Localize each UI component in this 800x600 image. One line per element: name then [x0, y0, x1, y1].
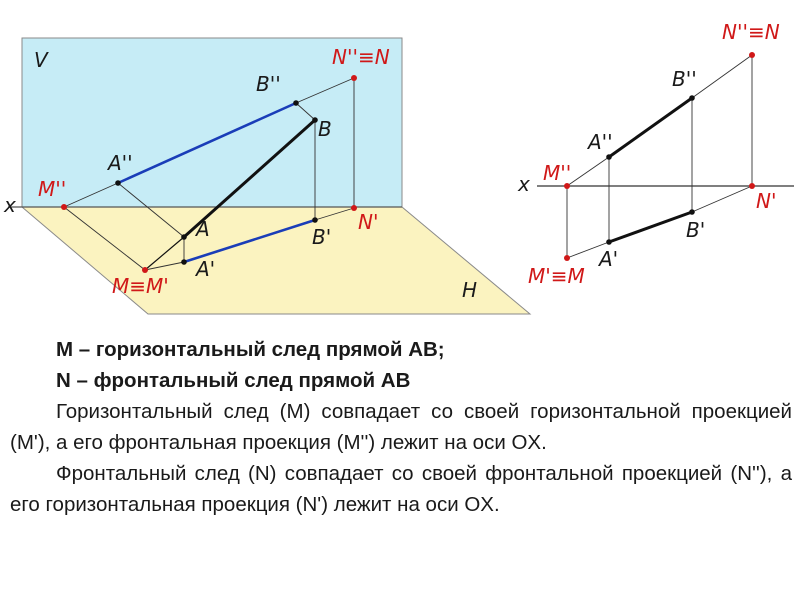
- point-b2: [293, 100, 299, 106]
- label-n2n: N''≡N: [332, 45, 390, 69]
- label-a2: A'': [108, 151, 133, 175]
- epure-point-n: [749, 52, 755, 58]
- label-plane-h: H: [462, 278, 478, 302]
- label-axis-x: x: [4, 193, 16, 217]
- horizontal-plane-h: [22, 207, 530, 314]
- label-mm1: M≡M': [112, 274, 169, 298]
- paragraph-horizontal-trace: Горизонтальный след (M) совпадает со своей горизонтальной проекцией (M'), а его фронтальная проекция (M'') лежит на оси OX.: [10, 400, 792, 454]
- epure-label-m1m: M'≡M: [528, 264, 585, 288]
- label-b2: B'': [256, 72, 281, 96]
- point-n1: [351, 205, 357, 211]
- label-n1: N': [358, 210, 379, 234]
- epure-a2b2: [609, 98, 692, 157]
- paragraph-frontal-trace: Фронтальный след (N) совпадает со своей фронтальной проекцией (N''), а его горизонтальная проекция (N') лежит на оси OX.: [10, 462, 792, 516]
- label-a1: A': [196, 257, 216, 281]
- explanation-text: [10, 334, 792, 520]
- epure-label-axis-x: x: [518, 172, 530, 196]
- point-m: [142, 267, 148, 273]
- label-m2: M'': [38, 177, 67, 201]
- point-n: [351, 75, 357, 81]
- label-plane-v: V: [34, 48, 48, 72]
- epure-label-n1: N': [756, 189, 777, 213]
- point-a2: [115, 180, 121, 186]
- point-m2: [61, 204, 67, 210]
- point-a1: [181, 259, 187, 265]
- definition-n: N – фронтальный след прямой AB: [56, 369, 411, 392]
- label-b1: B': [312, 225, 332, 249]
- epure-label-a1: A': [599, 247, 619, 271]
- epure-point-m: [564, 255, 570, 261]
- point-b: [312, 117, 318, 123]
- epure-label-m2: M'': [543, 161, 572, 185]
- epure-label-b1: B': [686, 218, 706, 242]
- epure-point-a1: [606, 239, 612, 245]
- epure-point-n1: [749, 183, 755, 189]
- epure: [537, 52, 794, 261]
- definition-m: M – горизонтальный след прямой AB;: [56, 338, 445, 361]
- epure-label-b2: B'': [672, 67, 697, 91]
- label-a: A: [196, 217, 210, 241]
- epure-point-b1: [689, 209, 695, 215]
- epure-point-b2: [689, 95, 695, 101]
- epure-a1b1: [609, 212, 692, 242]
- point-a: [181, 234, 187, 240]
- point-b1: [312, 217, 318, 223]
- epure-label-a2: A'': [588, 130, 613, 154]
- epure-label-n2n: N''≡N: [722, 20, 780, 44]
- label-b: B: [318, 117, 332, 141]
- epure-point-a2: [606, 154, 612, 160]
